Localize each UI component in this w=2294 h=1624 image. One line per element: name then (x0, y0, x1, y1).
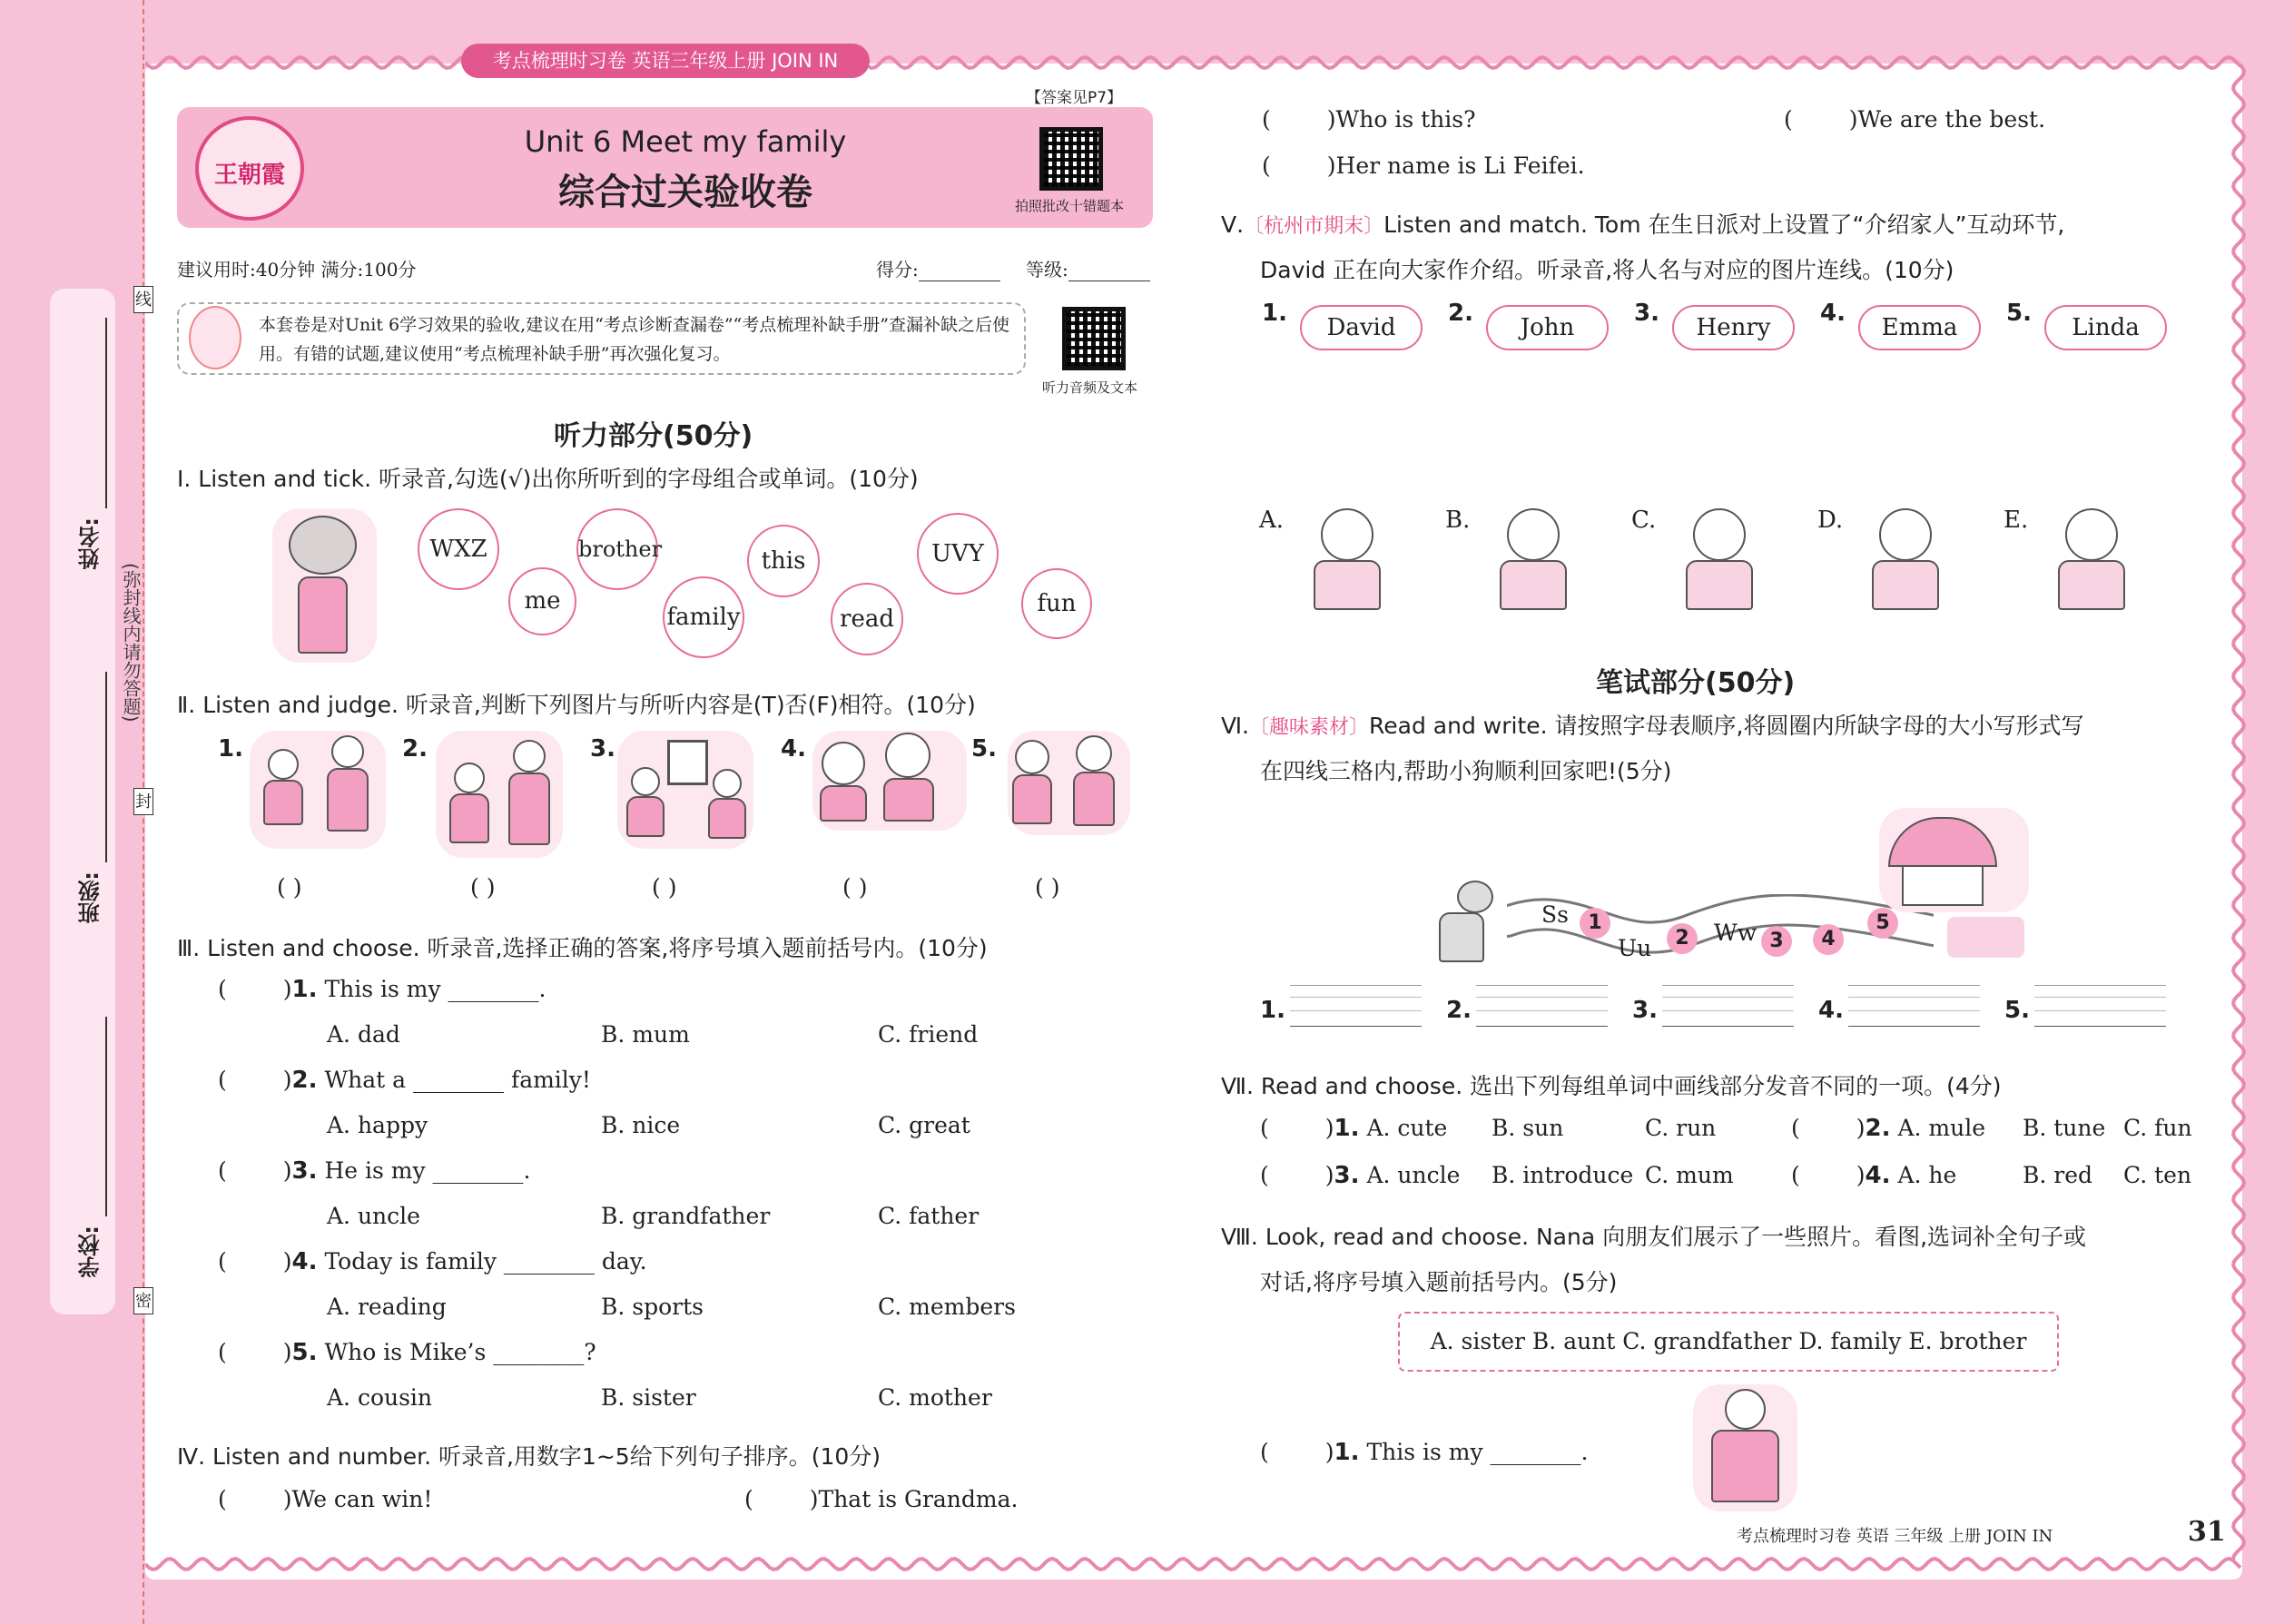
q5-name-num: 5. (2006, 300, 2032, 327)
q7-num: 2. (1865, 1115, 1891, 1142)
q3-num: 4. (291, 1248, 318, 1275)
time-and-score: 建议用时:40分钟 满分:100分 (177, 259, 417, 281)
q5-name-num: 3. (1634, 300, 1659, 327)
bubble-uvy[interactable]: UVY (917, 513, 999, 595)
q2-num-4: 4. (781, 735, 806, 763)
q2-answer-5[interactable]: ( ) (1035, 874, 1060, 901)
q8-title-line2: 对话,将序号填入题前括号内。(5分) (1260, 1269, 1618, 1295)
q3-option-c[interactable]: C. friend (878, 1021, 979, 1048)
q6-answer-num: 5. (2004, 997, 2030, 1024)
q6-title-line2: 在四线三格内,帮助小狗顺利回家吧!(5分) (1260, 758, 1672, 784)
q1-title: Ⅰ. Listen and tick. 听录音,勾选(√)出你所听到的字母组合或单词。(10分) (177, 466, 919, 492)
q3-question[interactable]: ( )4. Today is family ________ day. (218, 1248, 647, 1275)
grade-field[interactable] (1026, 255, 1150, 281)
q4-sentence-3[interactable]: ( )Who is this? (1262, 106, 1476, 133)
house-illustration (1879, 808, 2029, 912)
q6-answer-num: 1. (1260, 997, 1285, 1024)
q7-question[interactable]: ( )4. A. he (1791, 1162, 1957, 1189)
qr-code-correction[interactable] (1039, 127, 1103, 191)
q6-four-line-grid[interactable] (1662, 985, 1794, 1027)
q2-num-2: 2. (402, 735, 428, 763)
bottom-wave-border (145, 1554, 2242, 1574)
series-banner: 考点梳理时习卷 英语三年级上册 JOIN IN (461, 44, 870, 78)
q8-word-bank: A. sister B. aunt C. grandfather D. family E. brother (1398, 1312, 2059, 1372)
q3-stem: Today is family ________ day. (324, 1248, 647, 1275)
q6-four-line-grid[interactable] (1290, 985, 1422, 1027)
page-number: 31 (2188, 1516, 2226, 1548)
score-label: 得分: (876, 259, 919, 281)
qr-caption-correction: 拍照批改十错题本 (1015, 198, 1125, 214)
q3-num: 3. (291, 1157, 318, 1185)
q5-person-picture[interactable] (1294, 504, 1403, 613)
q7-num: 1. (1334, 1115, 1360, 1142)
right-wave-border (2229, 64, 2249, 1561)
q7-option-c[interactable]: C. ten (2123, 1162, 2192, 1188)
seal-char-seal: 封 (133, 788, 153, 815)
q2-title: Ⅱ. Listen and judge. 听录音,判断下列图片与所听内容是(T)否(F)相符。(10分) (177, 692, 976, 718)
q2-picture-4 (812, 731, 967, 831)
q7-option-b[interactable]: B. introduce (1492, 1162, 1634, 1188)
class-label: 班级: (78, 871, 103, 924)
q7-question[interactable]: ( )3. A. uncle (1260, 1162, 1461, 1189)
bubble-family[interactable]: family (663, 576, 744, 658)
q3-stem: Who is Mike’s ________? (324, 1339, 596, 1365)
q3-option-b[interactable]: B. nice (601, 1112, 681, 1138)
q7-num: 3. (1334, 1162, 1360, 1189)
q8-title-line1: Ⅷ. Look, read and choose. Nana 向朋友们展示了一些照片。看图,选词补全句子或 (1221, 1224, 2087, 1250)
q6-answer-num: 3. (1632, 997, 1658, 1024)
q8-item-1[interactable]: ( )1. This is my ________. (1260, 1439, 1589, 1466)
q3-stem: This is my ________. (324, 976, 546, 1002)
path-circle-5: 5 (1867, 908, 1898, 939)
q5-name-cloud[interactable]: Linda (2044, 305, 2167, 350)
name-field[interactable] (105, 318, 107, 508)
bubble-wxz[interactable]: WXZ (418, 508, 499, 590)
q7-option-c[interactable]: C. mum (1645, 1162, 1734, 1188)
q3-option-c[interactable]: C. father (878, 1203, 980, 1229)
path-circle-3: 3 (1761, 926, 1792, 957)
q7-option-b[interactable]: B. red (2023, 1162, 2093, 1188)
q3-option-b[interactable]: B. mum (601, 1021, 690, 1048)
q5-title-line1: Ⅴ.〔杭州市期末〕Listen and match. Tom 在生日派对上设置了“介绍家人”互动环节, (1221, 212, 2065, 238)
q3-num: 5. (291, 1339, 318, 1366)
q2-picture-2 (436, 731, 563, 858)
q5-name-num: 4. (1820, 300, 1846, 327)
grandfather-reading-illustration (1693, 1384, 1797, 1511)
q7-option-c[interactable]: C. run (1645, 1115, 1717, 1141)
q2-num-1: 1. (218, 735, 243, 763)
q3-option-b[interactable]: B. sports (601, 1294, 704, 1320)
q2-answer-2[interactable]: ( ) (470, 874, 496, 901)
q5-name-cloud[interactable]: David (1300, 305, 1423, 350)
brand-logo (195, 116, 304, 221)
q6-four-line-grid[interactable] (2034, 985, 2166, 1027)
q6-answer-num: 4. (1818, 997, 1844, 1024)
q3-option-a[interactable]: A. reading (327, 1294, 447, 1320)
q4-sentence-1[interactable]: ( )We can win! (218, 1486, 433, 1512)
q4-sentence-4[interactable]: ( )We are the best. (1784, 106, 2046, 133)
seal-char-secret: 密 (133, 1287, 153, 1314)
bubble-brother[interactable]: brother (576, 508, 658, 590)
q7-question[interactable]: ( )2. A. mule (1791, 1115, 1985, 1142)
q5-picture-label: C. (1631, 507, 1657, 534)
bear-illustration (272, 508, 377, 663)
seal-char-line: 线 (133, 286, 153, 313)
qr-caption-audio: 听力音频及文本 (1042, 379, 1138, 396)
q3-option-a[interactable]: A. dad (327, 1021, 400, 1048)
path-letter-uu: Uu (1618, 935, 1652, 961)
bubble-this[interactable]: this (747, 525, 820, 597)
q7-num: 4. (1865, 1162, 1891, 1189)
q5-picture-label: D. (1817, 507, 1844, 534)
q6-four-line-grid[interactable] (1476, 985, 1608, 1027)
seal-note: (弥封线内请勿答题) (120, 563, 142, 723)
q5-name-cloud[interactable]: Henry (1672, 305, 1795, 350)
q7-option-a: A. he (1897, 1162, 1957, 1188)
q7-question[interactable]: ( )1. A. cute (1260, 1115, 1448, 1142)
q2-picture-3 (617, 731, 753, 849)
footer-text: 考点梳理时习卷 英语 三年级 上册 JOIN IN (1737, 1527, 2053, 1546)
name-label: 姓名: (78, 517, 103, 570)
q3-option-b[interactable]: B. sister (601, 1384, 696, 1411)
path-letter-ss: Ss (1541, 901, 1569, 928)
exam-title: 综合过关验收卷 (558, 172, 812, 213)
logo-text: 王朝霞 (213, 162, 285, 189)
q5-name-cloud[interactable]: Emma (1858, 305, 1981, 350)
q5-picture-label: A. (1259, 507, 1285, 534)
q2-picture-5 (1008, 731, 1130, 835)
q7-option-b[interactable]: B. tune (2023, 1115, 2106, 1141)
q4-sentence-2[interactable]: ( )That is Grandma. (744, 1486, 1019, 1512)
grade-label: 等级: (1026, 259, 1068, 281)
q5-person-picture[interactable] (2038, 504, 2147, 613)
q3-option-c[interactable]: C. great (878, 1112, 970, 1138)
q2-num-3: 3. (590, 735, 615, 763)
bubble-fun[interactable]: fun (1021, 568, 1092, 639)
q3-question[interactable]: ( )3. He is my ________. (218, 1157, 531, 1185)
q5-name-num: 1. (1262, 300, 1287, 327)
q3-option-a[interactable]: A. happy (327, 1112, 428, 1138)
bubble-read[interactable]: read (831, 583, 903, 655)
q3-stem: What a ________ family! (324, 1067, 591, 1093)
q2-answer-4[interactable]: ( ) (842, 874, 868, 901)
q5-person-picture[interactable] (1666, 504, 1775, 613)
q3-title: Ⅲ. Listen and choose. 听录音,选择正确的答案,将序号填入题前括号内。(10分) (177, 935, 988, 961)
flower-bush (1947, 917, 2024, 958)
q5-title-line2: David 正在向大家作介绍。听录音,将人名与对应的图片连线。(10分) (1260, 257, 1954, 283)
q7-option-a: A. cute (1366, 1115, 1448, 1141)
qr-code-audio[interactable] (1062, 307, 1126, 370)
q2-answer-1[interactable]: ( ) (277, 874, 302, 901)
q3-option-c[interactable]: C. members (878, 1294, 1016, 1320)
unit-title: Unit 6 Meet my family (524, 124, 847, 159)
score-field[interactable] (876, 255, 1000, 281)
q5-name-cloud[interactable]: John (1486, 305, 1609, 350)
listening-section-title: 听力部分(50分) (554, 420, 753, 452)
school-label: 学校: (78, 1225, 103, 1278)
q5-picture-label: E. (2004, 507, 2029, 534)
q7-option-a: A. mule (1897, 1115, 1985, 1141)
girl-avatar (189, 306, 241, 369)
q3-option-c[interactable]: C. mother (878, 1384, 992, 1411)
school-field[interactable] (105, 1017, 107, 1216)
q3-num: 2. (291, 1067, 318, 1094)
q3-option-a[interactable]: A. uncle (327, 1203, 420, 1229)
bubble-me[interactable]: me (508, 567, 576, 635)
q3-question[interactable]: ( )1. This is my ________. (218, 976, 546, 1003)
q7-option-b[interactable]: B. sun (1492, 1115, 1564, 1141)
q5-person-picture[interactable] (1480, 504, 1589, 613)
answer-reference: 【答案见P7】 (1026, 89, 1123, 107)
q3-option-b[interactable]: B. grandfather (601, 1203, 771, 1229)
q2-picture-1 (250, 731, 386, 849)
top-wave-border (145, 53, 2242, 73)
note-text: 本套卷是对Unit 6学习效果的验收,建议在用“考点诊断查漏卷”“考点梳理补缺手册”查漏补缺之后使用。有错的试题,建议使用“考点梳理补缺手册”再次强化复习。 (259, 315, 1009, 364)
q6-title-line1: Ⅵ.〔趣味素材〕Read and write. 请按照字母表顺序,将圆圈内所缺字母的大小写形式写 (1221, 713, 2084, 739)
q5-name-num: 2. (1448, 300, 1473, 327)
dog-illustration (1430, 876, 1502, 967)
q4-title: Ⅳ. Listen and number. 听录音,用数字1~5给下列句子排序。(10分) (177, 1443, 881, 1470)
path-circle-2: 2 (1667, 923, 1698, 954)
class-field[interactable] (105, 672, 107, 862)
q5-picture-label: B. (1445, 507, 1471, 534)
q3-option-a[interactable]: A. cousin (327, 1384, 433, 1411)
q7-option-c[interactable]: C. fun (2123, 1115, 2192, 1141)
q7-title: Ⅶ. Read and choose. 选出下列每组单词中画线部分发音不同的一项。(4分) (1221, 1073, 2002, 1099)
q2-num-5: 5. (971, 735, 997, 763)
q3-question[interactable]: ( )2. What a ________ family! (218, 1067, 591, 1094)
path-letter-ww: Ww (1714, 920, 1757, 946)
q6-answer-num: 2. (1446, 997, 1472, 1024)
q3-num: 1. (291, 976, 318, 1003)
q6-four-line-grid[interactable] (1848, 985, 1980, 1027)
q5-person-picture[interactable] (1852, 504, 1961, 613)
writing-section-title: 笔试部分(50分) (1596, 667, 1796, 699)
path-circle-4: 4 (1813, 924, 1844, 955)
q3-question[interactable]: ( )5. Who is Mike’s ________? (218, 1339, 596, 1366)
q7-option-a: A. uncle (1366, 1162, 1461, 1188)
q2-answer-3[interactable]: ( ) (652, 874, 677, 901)
q3-stem: He is my ________. (324, 1157, 531, 1184)
path-circle-1: 1 (1580, 908, 1610, 939)
q4-sentence-5[interactable]: ( )Her name is Li Feifei. (1262, 153, 1585, 179)
